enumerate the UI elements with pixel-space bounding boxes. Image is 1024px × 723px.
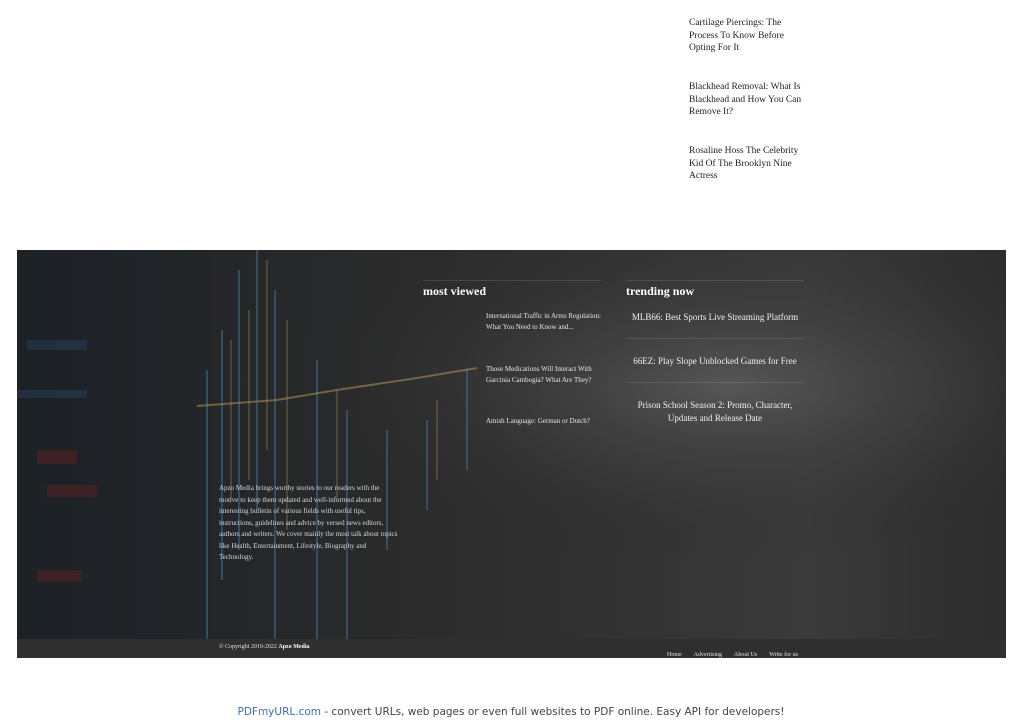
copyright-notice	[219, 644, 310, 650]
sidebar-article-link[interactable]: Rosaline Hoss The Celebrity Kid Of The Brooklyn Nine Actress	[689, 146, 799, 181]
about-description: Apzo Media brings worthy stories to our readers with the motive to keep them updated and well-informed about the interesting bulletin of various fields with useful tips, instructions, guidelines and advice by versed news editors, authors and writers. We cover mainly the most talk about topics like Health, Entertainment, Lifestyle, Biography and Technology.	[219, 484, 398, 561]
footer-nav	[667, 643, 806, 661]
footer-nav-home[interactable]: Home	[667, 652, 682, 658]
trending-now-link[interactable]: 66EZ: Play Slope Unblocked Games for Free	[626, 355, 804, 383]
sidebar-article-list	[689, 17, 805, 209]
most-viewed-link[interactable]: International Traffic in Arms Regulation: What You Need to Know and...	[486, 312, 601, 331]
most-viewed-link[interactable]: Amish Language: German or Dutch?	[486, 417, 590, 425]
pdf-note-text: - convert URLs, web pages or even full websites to PDF online. Easy API for developers!	[321, 706, 785, 718]
brand-name: Apzo Media	[278, 644, 310, 650]
site-footer	[17, 250, 1006, 639]
footer-nav-about-us[interactable]: About Us	[734, 652, 758, 658]
footer-nav-advertising[interactable]: Advertising	[693, 652, 723, 658]
pdf-generator-note	[0, 706, 1022, 718]
trending-now-heading: trending now	[626, 280, 804, 299]
most-viewed-link[interactable]: Those Medications Will Interact With Garcinia Cambogia? What Are They?	[486, 365, 592, 384]
stock-chart-background-image	[17, 250, 1006, 639]
sidebar-article-link[interactable]: Cartilage Piercings: The Process To Know Before Opting For It	[689, 18, 784, 53]
most-viewed-heading: most viewed	[423, 280, 601, 299]
footer-nav-write-for-us[interactable]: Write for us	[769, 652, 798, 658]
trending-now-link[interactable]: Prison School Season 2: Promo, Character, Updates and Release Date	[637, 400, 793, 423]
trending-now-link[interactable]: MLB66: Best Sports Live Streaming Platform	[626, 311, 804, 339]
sidebar-article-link[interactable]: Blackhead Removal: What Is Blackhead and How You Can Remove It?	[689, 82, 802, 117]
copyright-text: © Copyright 2019-2022	[219, 644, 277, 650]
pdfmyurl-link[interactable]: PDFmyURL.com	[237, 706, 321, 718]
footer-bottom-bar	[17, 639, 1006, 658]
